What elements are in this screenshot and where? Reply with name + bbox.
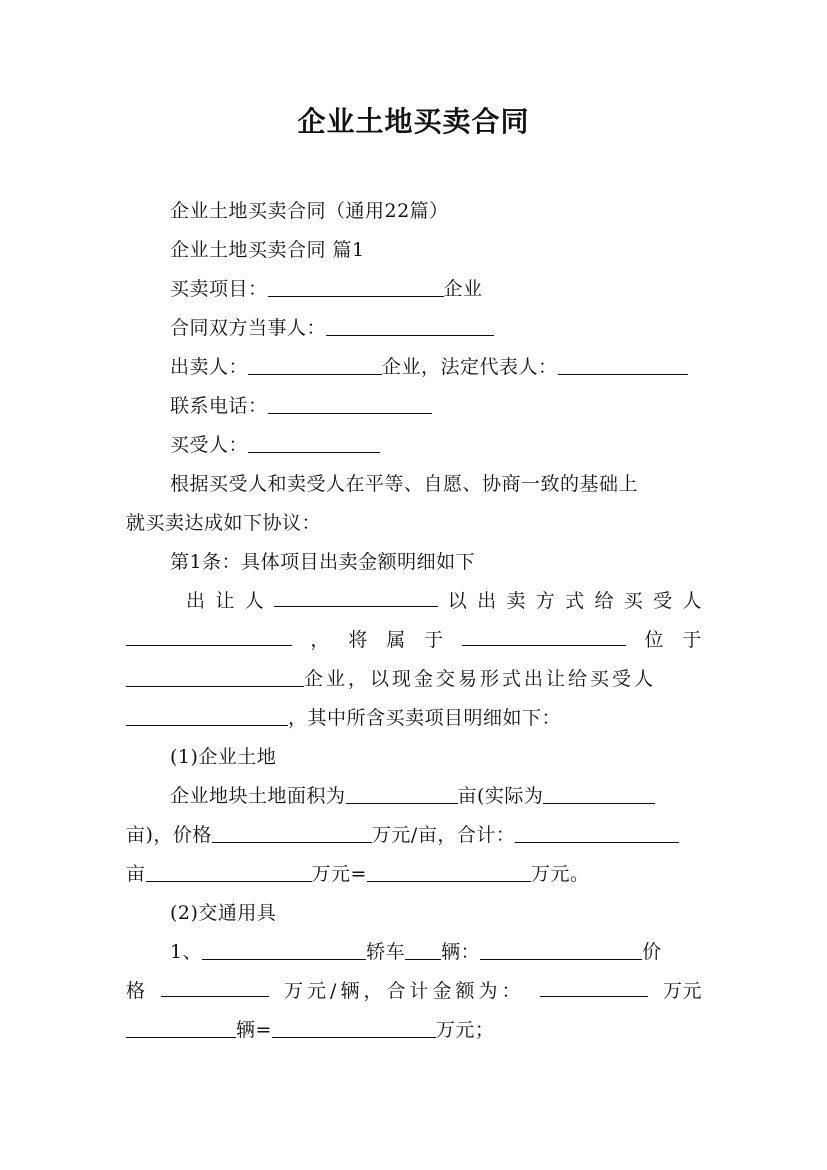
car-price-start: 价 <box>642 941 662 963</box>
p2-word: 于 <box>424 629 444 651</box>
parties-label: 合同双方当事人： <box>170 317 327 339</box>
land-actual-label: 亩(实际为 <box>457 785 544 807</box>
p1-word: 式 <box>565 590 585 612</box>
car-price-blank <box>161 976 269 997</box>
transfer-line-2 <box>126 625 702 655</box>
land-sum-unit: 万元。 <box>530 863 590 885</box>
p2-word: 位 <box>644 629 665 651</box>
p1-word: 出 <box>186 590 206 612</box>
buyer-blank-2 <box>126 705 288 726</box>
phone-label: 联系电话： <box>170 395 268 417</box>
p1-word: 人 <box>244 590 265 612</box>
land-line-3 <box>126 859 702 889</box>
land-total-blank <box>515 822 679 843</box>
land-equals-label: 万元= <box>311 863 367 885</box>
car-index: 1、 <box>170 941 203 963</box>
subtitle-line: 企业土地买卖合同（通用22篇） <box>170 200 449 222</box>
p2-word: ， <box>310 629 330 651</box>
section-2-heading: (2)交通用具 <box>170 902 277 924</box>
car-sum-blank <box>272 1017 436 1038</box>
document-title: 企业土地买卖合同 <box>297 105 530 138</box>
phone-line <box>126 391 702 421</box>
car-total-unit: 万元 <box>662 980 702 1002</box>
buyer-name-blank <box>126 625 292 646</box>
p2-word: 于 <box>682 629 702 651</box>
p2-word: 属 <box>386 629 406 651</box>
car-line-1 <box>126 937 702 967</box>
land-total-label: 万元/亩，合计： <box>371 824 516 846</box>
land-sum-blank <box>367 861 531 882</box>
land-price-blank <box>212 822 372 843</box>
seller-blank <box>248 354 382 375</box>
transfer-line-1 <box>126 586 702 616</box>
item-blank <box>268 276 444 297</box>
transfer-line-4 <box>126 703 702 733</box>
car-total-blank <box>540 976 648 997</box>
p1-word: 让 <box>215 590 235 612</box>
owner-blank <box>462 625 626 646</box>
p1-word: 受 <box>653 590 673 612</box>
transfer-line-3 <box>126 664 702 694</box>
land-unit-label: 亩 <box>126 863 146 885</box>
section-1-heading: (1)企业土地 <box>170 746 277 768</box>
parties-blank <box>326 315 494 336</box>
article-heading: 企业土地买卖合同 篇1 <box>170 239 365 261</box>
car-total-label: 万元/辆，合计金额为： <box>284 980 525 1002</box>
seller-label: 出卖人： <box>170 356 249 378</box>
p1-word: 方 <box>535 590 556 612</box>
land-area-blank <box>346 783 458 804</box>
basis-line-2: 就买卖达成如下协议： <box>126 512 322 534</box>
land-line-2 <box>126 820 702 850</box>
basis-line-1: 根据买受人和卖受人在平等、自愿、协商一致的基础上 <box>170 473 639 495</box>
car-count-blank <box>405 939 441 960</box>
parties-line <box>126 313 702 343</box>
seller-line <box>126 352 702 382</box>
buyer-blank <box>248 432 380 453</box>
p1-word: 出 <box>477 590 497 612</box>
p1-word: 买 <box>623 590 644 612</box>
car-detail-blank <box>480 939 642 960</box>
transferor-blank <box>274 586 438 607</box>
p2-word: 将 <box>348 629 368 651</box>
car-line-3 <box>126 1015 702 1045</box>
item-label: 买卖项目： <box>170 278 268 300</box>
legal-rep-blank <box>558 354 688 375</box>
item-line <box>126 274 702 304</box>
location-blank <box>126 666 304 687</box>
p1-word: 人 <box>682 590 702 612</box>
p3-mid: 企业，以现金交易形式出让给买受人 <box>304 668 657 690</box>
p1-word: 给 <box>594 590 614 612</box>
clause-1-heading: 第1条：具体项目出卖金额明细如下 <box>170 551 476 573</box>
p4-tail: ，其中所含买卖项目明细如下： <box>288 707 562 729</box>
phone-blank <box>268 393 432 414</box>
land-line-1 <box>126 781 702 811</box>
car-equals-label: 辆= <box>236 1019 272 1041</box>
car-sum-unit: 万元； <box>435 1019 495 1041</box>
land-calc-blank <box>146 861 312 882</box>
car-price-end: 格 <box>126 980 146 1002</box>
buyer-line <box>126 430 702 460</box>
car-qty-blank <box>126 1017 236 1038</box>
buyer-label: 买受人： <box>170 434 249 456</box>
land-area-label: 企业地块土地面积为 <box>170 785 346 807</box>
item-suffix: 企业 <box>443 278 483 300</box>
land-actual-blank <box>543 783 655 804</box>
land-price-label: 亩)，价格 <box>126 824 212 846</box>
car-model-blank <box>202 939 366 960</box>
seller-mid: 企业，法定代表人： <box>382 356 558 378</box>
p1-word: 以 <box>447 590 468 612</box>
car-count-label: 辆： <box>441 941 481 963</box>
p1-word: 卖 <box>506 590 526 612</box>
car-type-label: 轿车 <box>366 941 406 963</box>
car-line-2 <box>126 976 702 1006</box>
